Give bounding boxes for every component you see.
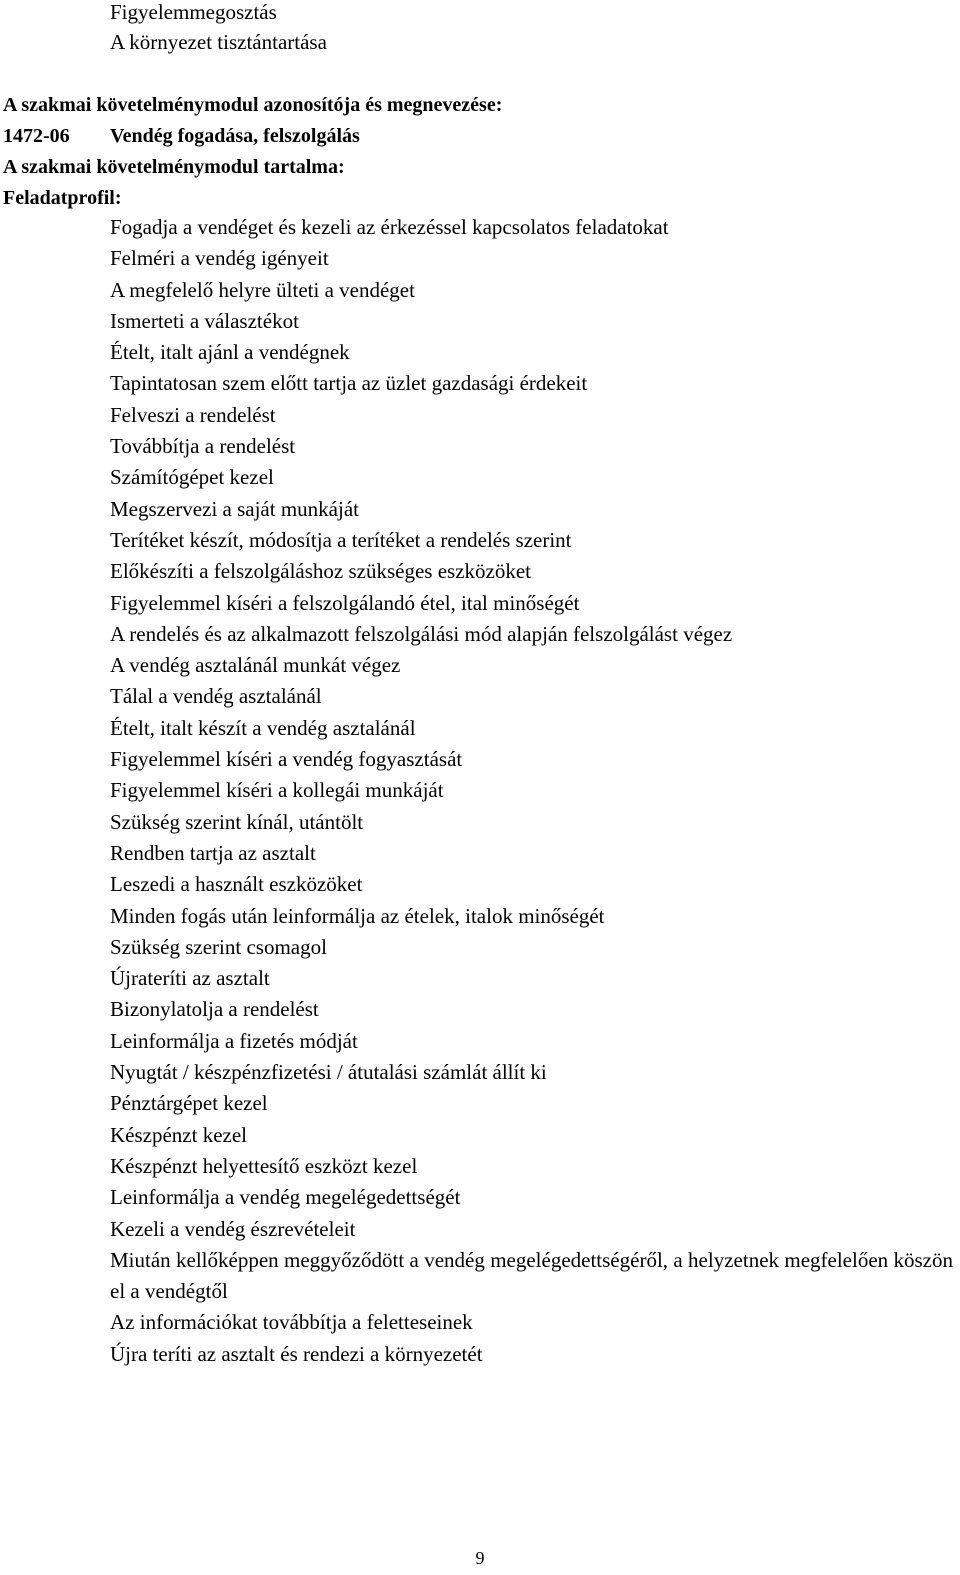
module-title-line bbox=[3, 121, 953, 152]
list-item: Nyugtát / készpénzfizetési / átutalási számlát állít ki bbox=[110, 1060, 547, 1085]
module-name: Vendég fogadása, felszolgálás bbox=[110, 125, 360, 147]
list-item: Pénztárgépet kezel bbox=[110, 1091, 268, 1116]
list-item: Leszedi a használt eszközöket bbox=[110, 872, 363, 897]
list-item: A vendég asztalánál munkát végez bbox=[110, 653, 401, 678]
list-item: Fogadja a vendéget és kezeli az érkezéssel kapcsolatos feladatokat bbox=[110, 215, 669, 239]
list-item: Ismerteti a választékot bbox=[110, 308, 299, 333]
list-item: Előkészíti a felszolgáláshoz szükséges eszközöket bbox=[110, 559, 532, 584]
list-item: Ételt, italt ajánl a vendégnek bbox=[110, 340, 350, 365]
list-item: Bizonylatolja a rendelést bbox=[110, 997, 319, 1022]
list-item: Leinformálja a fizetés módját bbox=[110, 1028, 358, 1053]
list-item: Terítéket készít, módosítja a terítéket a rendelés szerint bbox=[110, 527, 572, 552]
list-item: Készpénzt helyettesítő eszközt kezel bbox=[110, 1153, 418, 1178]
list-item: Kezeli a vendég észrevételeit bbox=[110, 1216, 356, 1241]
list-item: A környezet tisztántartása bbox=[110, 30, 327, 54]
list-item: A rendelés és az alkalmazott felszolgálási mód alapján felszolgálást végez bbox=[110, 621, 733, 646]
list-item: Megszervezi a saját munkáját bbox=[110, 496, 359, 521]
module-code: 1472-06 bbox=[3, 125, 70, 147]
list-item: Felveszi a rendelést bbox=[110, 402, 276, 427]
list-item: Szükség szerint kínál, utántölt bbox=[110, 809, 364, 834]
list-item: Újrateríti az asztalt bbox=[110, 966, 270, 991]
list-item: Számítógépet kezel bbox=[110, 465, 274, 490]
list-item: Figyelemmel kíséri a kollegái munkáját bbox=[110, 778, 444, 803]
task-profile-list bbox=[110, 212, 953, 1370]
profile-heading: Feladatprofil: bbox=[3, 187, 122, 209]
list-item: Szükség szerint csomagol bbox=[110, 934, 327, 959]
list-item: Tálal a vendég asztalánál bbox=[110, 684, 322, 709]
list-item: Továbbítja a rendelést bbox=[110, 434, 296, 459]
previous-competency-list bbox=[110, 0, 327, 57]
module-id-heading: A szakmai követelménymodul azonosítója és megnevezése: bbox=[3, 94, 503, 116]
list-item: Miután kellőképpen meggyőződött a vendég megelégedettségéről, a helyzetnek megfelelően köszön el a vendégtől bbox=[110, 1247, 953, 1304]
list-item: Készpénzt kezel bbox=[110, 1122, 248, 1147]
module-content-heading: A szakmai követelménymodul tartalma: bbox=[3, 156, 345, 178]
module-header bbox=[3, 90, 953, 214]
list-item: Leinformálja a vendég megelégedettségét bbox=[110, 1185, 461, 1210]
list-item: Figyelemmel kíséri a felszolgálandó étel, ital minőségét bbox=[110, 590, 580, 615]
list-item: Figyelemmel kíséri a vendég fogyasztását bbox=[110, 747, 463, 772]
list-item: Tapintatosan szem előtt tartja az üzlet gazdasági érdekeit bbox=[110, 371, 588, 396]
list-item: Ételt, italt készít a vendég asztalánál bbox=[110, 715, 416, 740]
list-item: Rendben tartja az asztalt bbox=[110, 840, 316, 865]
list-item: Újra teríti az asztalt és rendezi a környezetét bbox=[110, 1341, 483, 1366]
page-number: 9 bbox=[475, 1548, 485, 1568]
list-item: A megfelelő helyre ülteti a vendéget bbox=[110, 277, 415, 302]
list-item: Figyelemmegosztás bbox=[110, 0, 277, 24]
list-item: Felméri a vendég igényeit bbox=[110, 246, 329, 271]
list-item: Az információkat továbbítja a feletteseinek bbox=[110, 1310, 473, 1335]
list-item: Minden fogás után leinformálja az ételek, italok minőségét bbox=[110, 903, 605, 928]
